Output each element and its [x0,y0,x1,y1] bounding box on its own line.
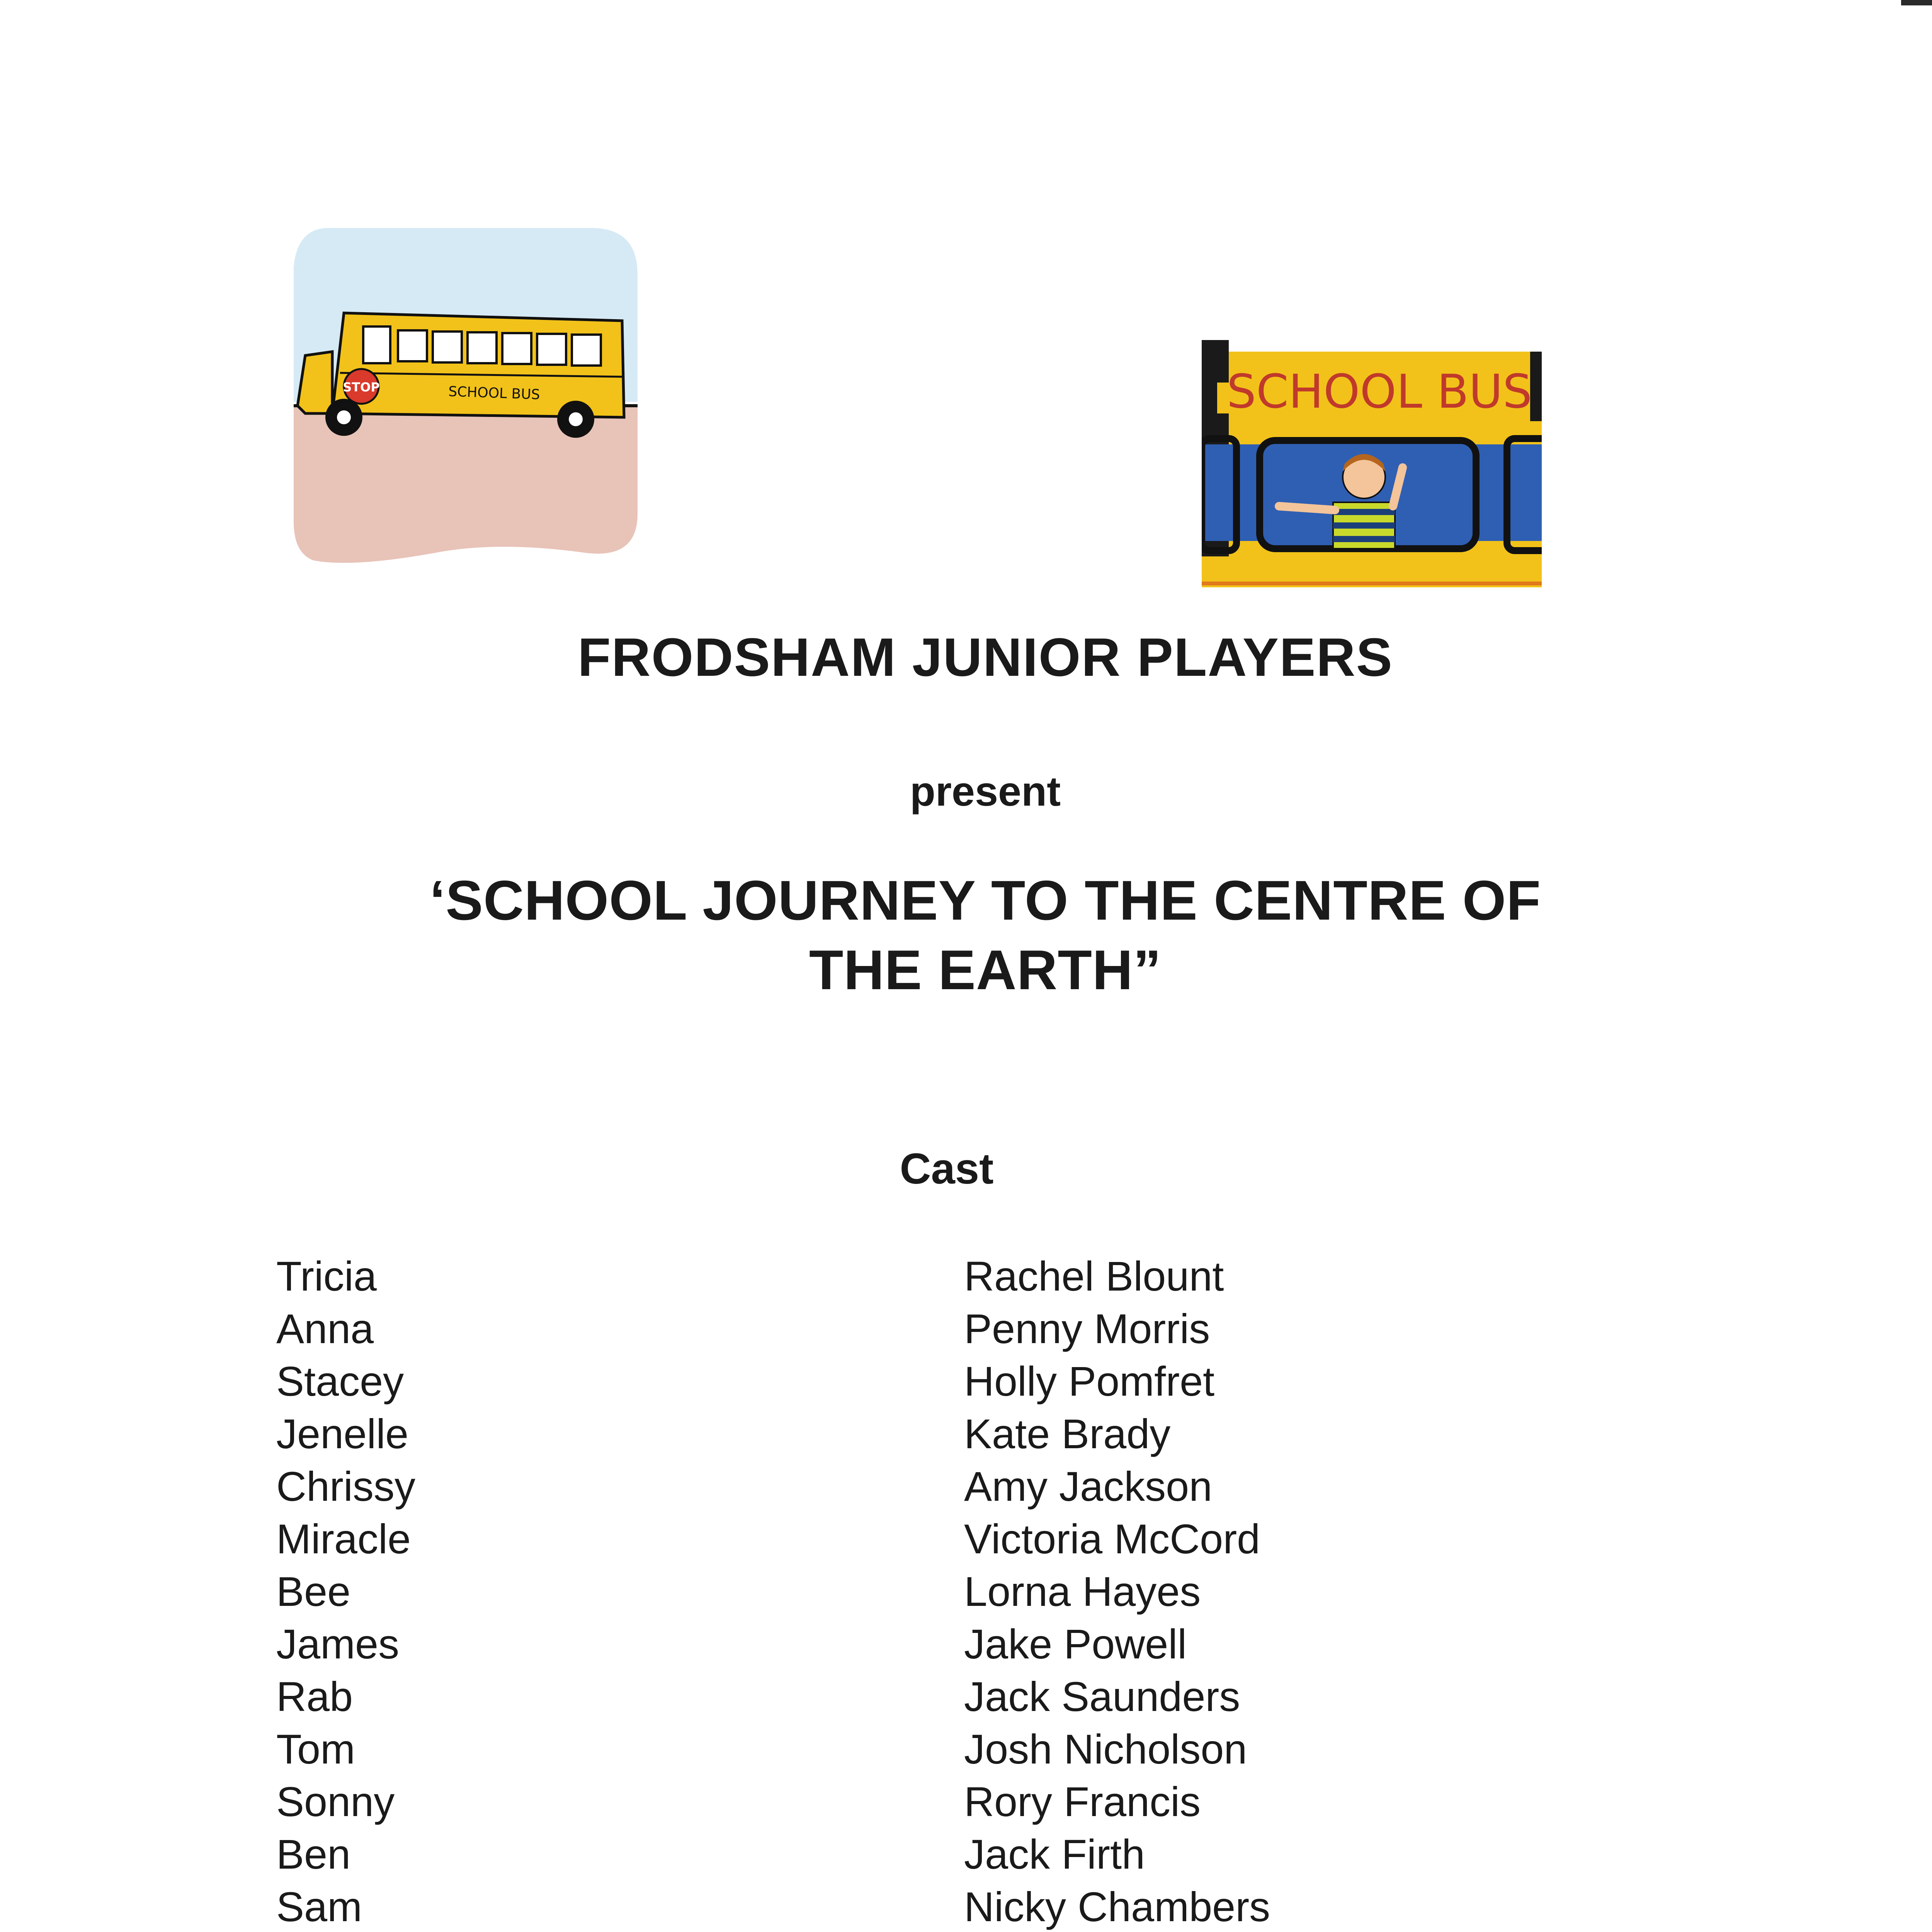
role-name: Miracle [276,1515,411,1562]
role-name: Rab [276,1673,353,1720]
actor-name: Nicky Chambers [964,1883,1270,1930]
actor-name: Jack Saunders [964,1673,1240,1720]
actor-name: Rory Francis [964,1778,1201,1825]
actor-name: Jack Firth [964,1831,1145,1878]
actor-name: Jake Powell [964,1621,1187,1667]
role-name: Tom [276,1726,355,1772]
cast-heading: Cast [900,1145,994,1193]
role-list [276,1250,541,1932]
actor-name: Lorna Hayes [964,1568,1201,1615]
actor-list [964,1250,1270,1932]
play-title-line: ‘SCHOOL JOURNEY TO THE CENTRE OF [430,869,1541,932]
role-name: Chrissy [276,1463,416,1510]
scan-corner [1901,0,1932,5]
actor-name: Amy Jackson [964,1463,1213,1510]
actor-name: Rachel Blount [964,1253,1224,1299]
school-bus-illustration [282,220,649,576]
role-name: James [276,1621,400,1667]
actor-name: Victoria McCord [964,1515,1260,1562]
role-name: Tricia [276,1253,377,1299]
role-name: Stacey [276,1358,404,1405]
stop-sign-text: STOP [343,380,380,395]
bus-window-illustration [1202,340,1542,587]
actor-name: Penny Morris [964,1305,1210,1352]
bus-side-text: SCHOOL BUS [448,384,541,403]
role-name: Sam [276,1883,362,1930]
actor-name: Holly Pomfret [964,1358,1215,1405]
role-name: Bee [276,1568,351,1615]
bus-sign-text: SCHOOL BUS [1226,365,1532,419]
play-title [0,866,1932,1005]
troupe-name: FRODSHAM JUNIOR PLAYERS [578,627,1393,687]
present-label: present [910,768,1061,815]
actor-name: Kate Brady [964,1410,1171,1457]
role-name: Anna [276,1305,374,1352]
role-name: Sonny [276,1778,395,1825]
play-title-line: THE EARTH” [809,939,1162,1001]
role-name: Ben [276,1831,351,1878]
role-name: Jenelle [276,1410,409,1457]
actor-name: Josh Nicholson [964,1726,1247,1772]
